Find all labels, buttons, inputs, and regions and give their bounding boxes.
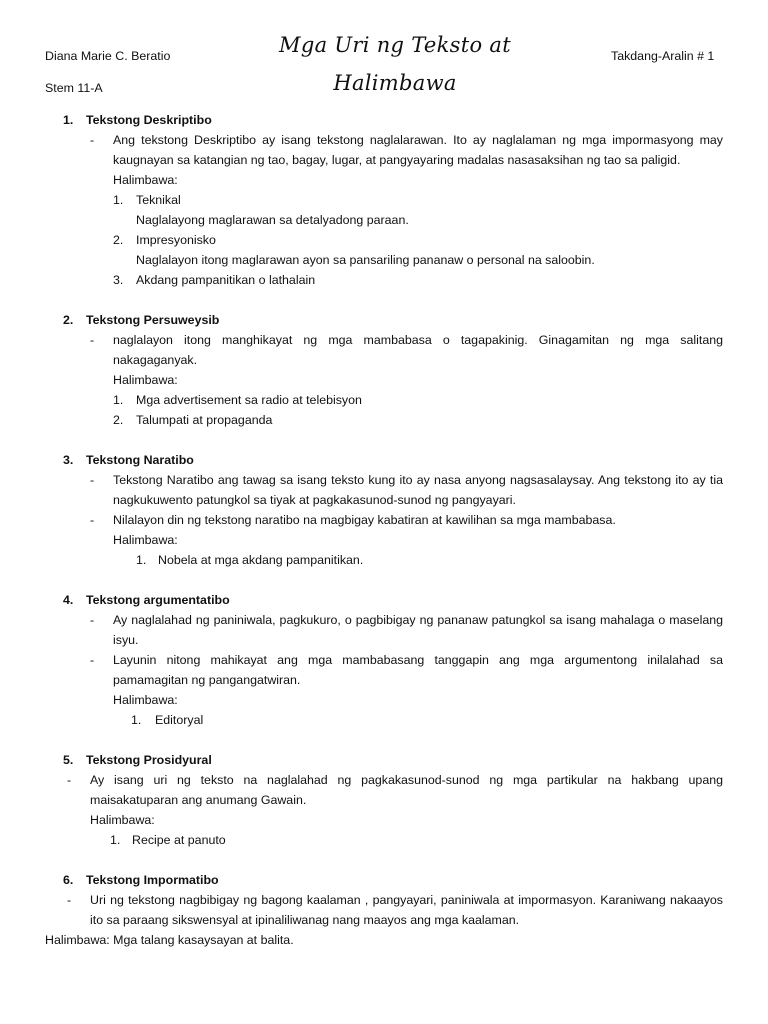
class-section: Stem 11-A <box>45 81 103 95</box>
bullet-dash: - <box>90 513 95 527</box>
bullet-dash: - <box>90 613 95 627</box>
example-number: 1. <box>113 193 124 207</box>
bullet-dash: - <box>67 773 72 787</box>
section-5-halimbawa-label: Halimbawa: <box>90 813 155 827</box>
section-6-heading: Tekstong Impormatibo <box>86 873 219 887</box>
section-6-footer-example: Halimbawa: Mga talang kasaysayan at balita. <box>45 933 294 947</box>
section-3-description-2: Nilalayon din ng tekstong naratibo na magbigay kabatiran at kawilihan sa mga mambabasa. <box>113 513 616 527</box>
bullet-dash: - <box>90 473 95 487</box>
example-sub: Naglalayon itong maglarawan ayon sa pansariling pananaw o personal na saloobin. <box>136 253 595 267</box>
section-1-description: Ang tekstong Deskriptibo ay isang tekstong naglalarawan. Ito ay naglalaman ng mga impormasyong may kaugnayan sa katangian ng tao, bagay, lugar, at pangyayaring madalas nasasaksihan ng tao sa paligid. <box>113 133 723 167</box>
bullet-dash: - <box>90 333 95 347</box>
example-number: 1. <box>131 713 142 727</box>
example-sub: Naglalayong maglarawan sa detalyadong paraan. <box>136 213 409 227</box>
section-2-halimbawa-label: Halimbawa: <box>113 373 178 387</box>
bullet-dash: - <box>90 653 95 667</box>
example-label: Teknikal <box>136 193 181 207</box>
section-1-number: 1. <box>63 113 74 127</box>
example-number: 1. <box>110 833 121 847</box>
example-number: 2. <box>113 413 124 427</box>
section-2-description: naglalayon itong manghikayat ng mga mambabasa o tagapakinig. Ginagamitan ng mga salitang nakagaganyak. <box>113 333 723 367</box>
section-1-heading: Tekstong Deskriptibo <box>86 113 212 127</box>
section-3-halimbawa-label: Halimbawa: <box>113 533 178 547</box>
example-number: 3. <box>113 273 124 287</box>
section-4-heading: Tekstong argumentatibo <box>86 593 230 607</box>
section-5-heading: Tekstong Prosidyural <box>86 753 212 767</box>
page-title <box>230 26 560 102</box>
example-label: Nobela at mga akdang pampanitikan. <box>158 553 364 567</box>
section-1-halimbawa-label: Halimbawa: <box>113 173 178 187</box>
example-number: 2. <box>113 233 124 247</box>
section-6-description: Uri ng tekstong nagbibigay ng bagong kaalaman , pangyayari, paniniwala at impormasyon. Karaniwang nakaayos ito sa paraang sikswensyal at ipinaliliwanag nang maayos ang mga kaalaman. <box>90 893 723 927</box>
example-number: 1. <box>113 393 124 407</box>
section-4-description-2: Layunin nitong mahikayat ang mga mambabasang tanggapin ang mga argumentong inilalahad sa pamamagitan ng pangangatwiran. <box>113 653 723 687</box>
section-3-heading: Tekstong Naratibo <box>86 453 194 467</box>
bullet-dash: - <box>67 893 72 907</box>
example-label: Recipe at panuto <box>132 833 226 847</box>
section-3-description: Tekstong Naratibo ang tawag sa isang teksto kung ito ay nasa anyong nagsasalaysay. Ang tekstong ito ay tia nagkukuwento patungkol sa tiyak at pagkakasunod-sunod ng pangyayari. <box>113 473 723 507</box>
section-4-number: 4. <box>63 593 74 607</box>
example-label: Impresyonisko <box>136 233 216 247</box>
section-3-number: 3. <box>63 453 74 467</box>
example-label: Editoryal <box>155 713 204 727</box>
section-5-description: Ay isang uri ng teksto na naglalahad ng pagkakasunod-sunod ng mga partikular na hakbang upang maisakatuparan ang anumang Gawain. <box>90 773 723 807</box>
assignment-label: Takdang-Aralin # 1 <box>611 49 715 63</box>
section-2-heading: Tekstong Persuweysib <box>86 313 220 327</box>
example-number: 1. <box>136 553 147 567</box>
bullet-dash: - <box>90 133 95 147</box>
title-line-2: Halimbawa <box>333 71 457 95</box>
section-6-number: 6. <box>63 873 74 887</box>
author-name: Diana Marie C. Beratio <box>45 49 171 63</box>
example-label: Akdang pampanitikan o lathalain <box>136 273 316 287</box>
example-label: Mga advertisement sa radio at telebisyon <box>136 393 362 407</box>
section-5-number: 5. <box>63 753 74 767</box>
section-2-number: 2. <box>63 313 74 327</box>
title-line-1: Mga Uri ng Teksto at <box>279 33 511 57</box>
section-4-halimbawa-label: Halimbawa: <box>113 693 178 707</box>
section-4-description: Ay naglalahad ng paniniwala, pagkukuro, o pagbibigay ng pananaw patungkol sa isang mahalaga o maselang isyu. <box>113 613 723 647</box>
example-label: Talumpati at propaganda <box>136 413 273 427</box>
